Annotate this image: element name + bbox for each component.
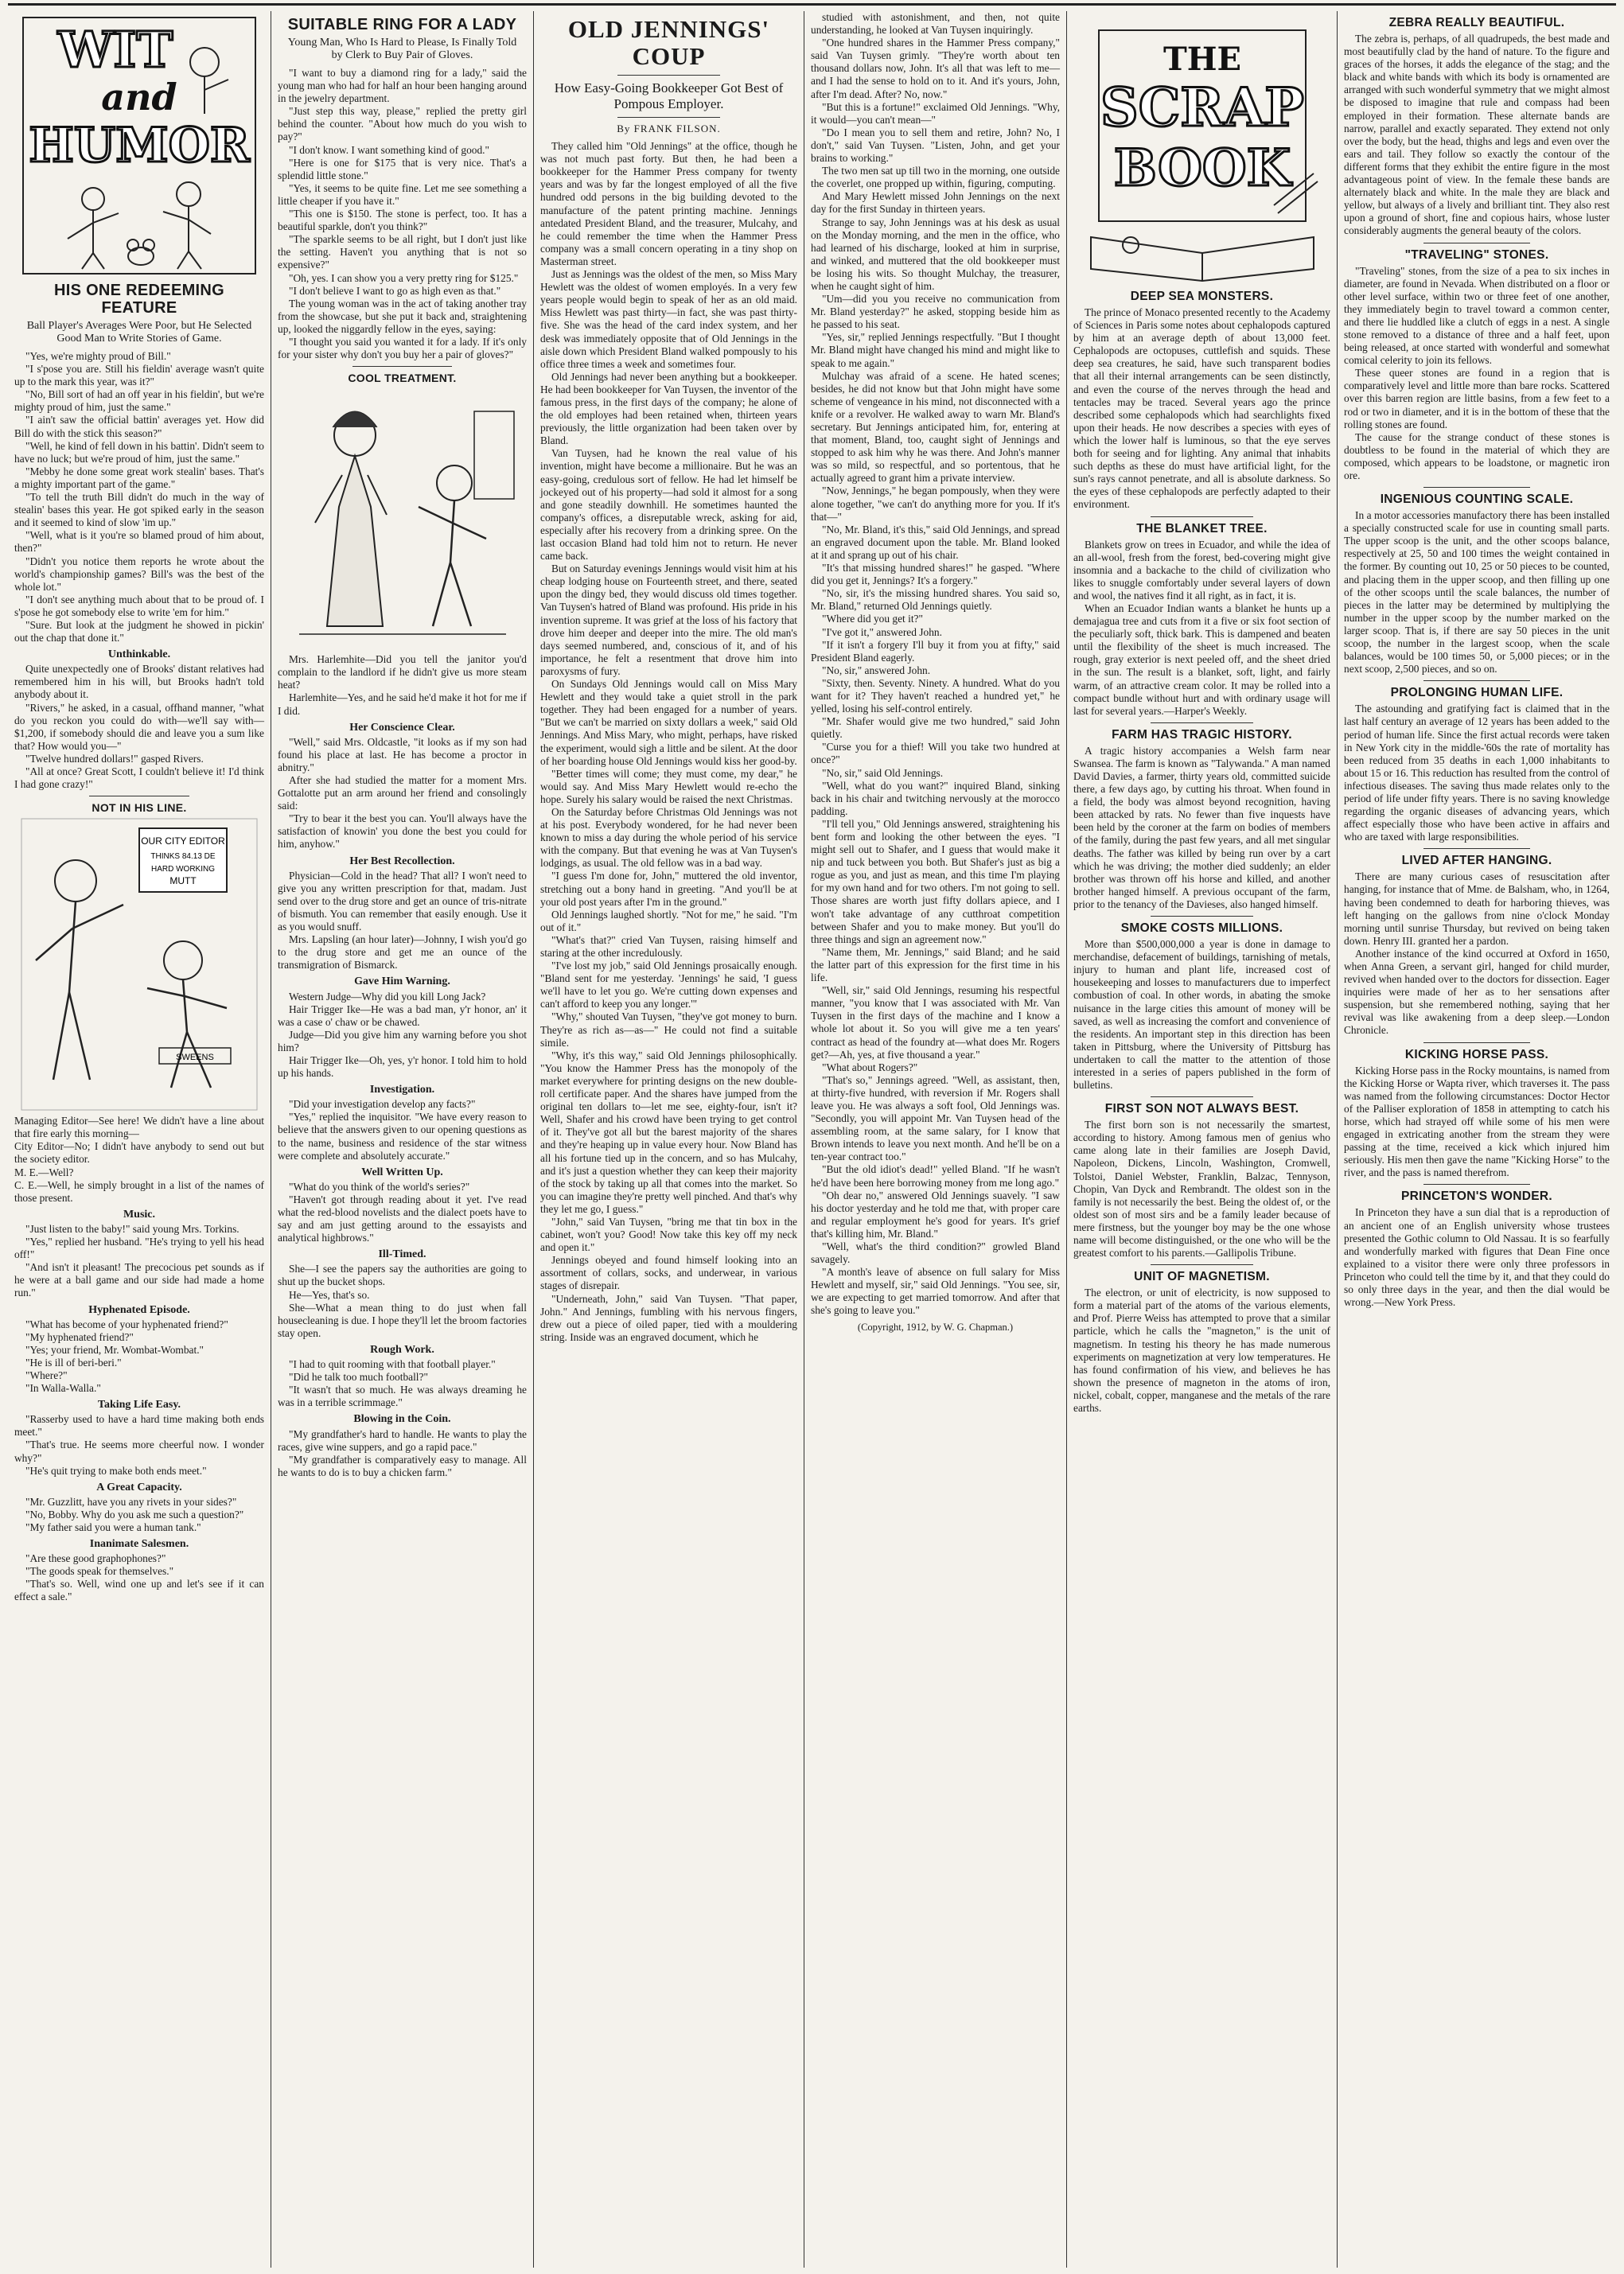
paragraph: "Mebby he done some great work stealin' bases. That's a mighty important part of the game."	[14, 465, 264, 490]
paragraph: In a motor accessories manufactory there has been installed a specially constructed scale for use in counting small parts. The upper scoop is the unit, and the other scoops balance, respectively at 25, 50 and 100 times the weight contained in the former. By counting out 10, 25 or 50 pieces to be counted, and placing them in the upper scoop, and then filling up one of the other scoops until the scale balances, the number of pieces in the latter may be determined by multiplying the number in the upper scoop by the number marked on the larger scoop. That is, if there are say 50 pieces in the unit scoop, the number in the largest scoop, when the scale balances, would be 100 times 50, or 5,000 pieces; or in the next scoop, 2,500 pieces, and so on.	[1344, 509, 1610, 676]
paragraph: "That's so," Jennings agreed. "Well, as assistant, then, at thirty-five hundred, with reversion if Mr. Rogers shall leave you. He was always a soft fool, Old Jennings was. "Secondly, you will appoint Mr. Van Tuysen head of the assembling room, at the same salary, for I know that Brown intends to leave you next month. And he'll be on a ten-year contract too."	[811, 1073, 1060, 1163]
paragraph: "All at once? Great Scott, I couldn't believe it! I'd think I had gone crazy!"	[14, 765, 264, 791]
paragraph: "I want to buy a diamond ring for a lady," said the young man who had for half an hour been hanging around in the jewelry department.	[278, 67, 527, 105]
paragraph: "Why," shouted Van Tuysen, "they've got money to burn. They're as rich as—as—" He could not find a suitable simile.	[540, 1010, 797, 1049]
divider	[617, 75, 720, 76]
cartoon-sign-line-3: HARD WORKING	[151, 865, 215, 874]
subhead-investigation: Investigation.	[369, 1084, 435, 1096]
paragraph: "I've lost my job," said Old Jennings prosaically enough. "Bland sent for me yesterday. 'Jennings' he said, 'I guess we'll have to let you go. We're cutting down expenses and can't afford to keep you any longer.'"	[540, 960, 797, 1010]
paragraph: "I'll tell you," Old Jennings answered, straightening his bent form and looking the other between the eyes. "I might sell out to Shafer, and I guess that would make it nip and tuck between you both. But Shafer's just as big a rogue as you, and just as mean, and this time I'm playing for my own hand and for two others. I'm not going to sell. Those shares are worth just fifty dollars apiece, and I won't take advantage of any cutthroat competition between Shafer and you to make money. But you'll do three things and sign an agreement now."	[811, 817, 1060, 945]
headline-not-in-his-line: NOT IN HIS LINE.	[92, 801, 187, 815]
paragraph: "It wasn't that so much. He was always dreaming he was in a terrible scrimmage."	[278, 1384, 527, 1409]
paragraph: "Well, sir," said Old Jennings, resuming his respectful manner, "you know that I was associated with Mr. Van Tuysen in the first days of the machine and I know a whole lot about it. So you will give me a ten years' contract as head of the foundry at—what does Mr. Rogers get?—Ah, yes, at five thousand a year."	[811, 984, 1060, 1061]
divider	[1151, 916, 1253, 917]
headline-lived-after-hanging: LIVED AFTER HANGING.	[1401, 854, 1552, 868]
paragraph: "Try to bear it the best you can. You'll always have the satisfaction of knowin' you done the best you could for him, anyhow."	[278, 812, 527, 851]
subhead-blowing-coin: Blowing in the Coin.	[353, 1413, 451, 1426]
paragraph: "Here is one for $175 that is very nice. That's a splendid little stone."	[278, 156, 527, 181]
paragraph: "Well, he kind of fell down in his battin'. Didn't seem to have no luck; but we're proud of him, just the same."	[14, 439, 264, 465]
scrap-book-masthead-art	[1075, 14, 1330, 285]
paragraph: "Haven't got through reading about it yet. I've read what the red-blood novelists and the dialect poets have to say and am just getting around to the essayists and analytical highbrows."	[278, 1193, 527, 1244]
paragraph: Physician—Cold in the head? That all? I won't need to give you any written prescription for that, madam. Just send over to the drug store and get an ounce of tris-nitrate of bismuth. You can remember that easily enough. Use it as you would snuff.	[278, 869, 527, 933]
paragraph: "But the old idiot's dead!" yelled Bland. "If he wasn't he'd have been here borrowing money from me long ago."	[811, 1163, 1060, 1189]
paragraph: Jennings obeyed and found himself looking into an assortment of collars, socks, and underwear, in various stages of disrepair.	[540, 1254, 797, 1292]
paragraph: "No, Bill sort of had an off year in his fieldin', but we're mighty proud of him, just the same."	[14, 388, 264, 414]
headline-first-son: FIRST SON NOT ALWAYS BEST.	[1104, 1102, 1299, 1116]
paragraph: Quite unexpectedly one of Brooks' distant relatives had remembered him in his will, but Brooks hadn't told anybody about it.	[14, 663, 264, 701]
paragraph: Mulchay was afraid of a scene. He hated scenes; besides, he did not know but that John might have some scheme of vengeance in his mind, not disconnected with a knife or a revolver. He walked away to warn Mr. Bland's secretary. But Jennings anticipated him, for, entering at that moment, Bland, too, caught sight of Jennings and stopped to ask him why he was there. And John's manner was so mild, so respectful, and so portentous, that he actually agreed to grant him a private interview.	[811, 369, 1060, 485]
paragraph: "Yes," replied the inquisitor. "We have every reason to believe that the answers given to our opening questions as to the name, business and residence of the star witness were complete and absolutely accurate."	[278, 1111, 527, 1162]
paragraph: Judge—Did you give him any warning before you shot him?	[278, 1028, 527, 1053]
paragraph: "No, sir," answered John.	[822, 664, 931, 676]
cartoon-sign-line-1: OUR CITY EDITOR	[141, 835, 225, 847]
wit-and-humor-masthead-art	[20, 14, 259, 277]
column-story-part-2	[804, 11, 1066, 2268]
paragraph: The electron, or unit of electricity, is now supposed to form a material part of the atoms of the various elements, and Prof. Pierre Weiss has attempted to prove that a similar particle, which he calls the "magneton," is the unit of magnetism. In testing his theory he has made numerous experiments on magnetization at very low temperatures. He has found confirmation of his view, and believes he has shown the presence of magneton in the atoms of iron, nickel, cobalt, copper, manganese and the metals of the rare earths.	[1073, 1287, 1330, 1415]
paragraph: "Oh dear no," answered Old Jennings suavely. "I saw his doctor yesterday and he told me that, with proper care and regular employment he's good for years. It's grief that's killing him, Mr. Bland."	[811, 1189, 1060, 1240]
divider	[1423, 487, 1530, 488]
paragraph: Another instance of the kind occurred at Oxford in 1650, when Anna Green, a servant girl, hanged for child murder, revived when handed over to the doctors for dissection. Eager inquiries were made of her as to her sensations after suspension, but she remembered nothing, saying that her revival was like awakening from a deep sleep.—London Chronicle.	[1344, 947, 1610, 1037]
paragraph: "Well, what's the third condition?" growled Bland savagely.	[811, 1240, 1060, 1266]
subhead-music: Music.	[123, 1208, 156, 1221]
subhead-rough-work: Rough Work.	[370, 1343, 434, 1356]
cartoon-sign-line-2: THINKS 84.13 DE	[150, 852, 216, 862]
deck-redeeming-feature: Ball Player's Averages Were Poor, but He Selected Good Man to Write Stories of Game.	[26, 320, 252, 345]
divider	[1151, 516, 1253, 517]
column-miscellany	[1337, 11, 1616, 2268]
headline-zebra: ZEBRA REALLY BEAUTIFUL.	[1388, 16, 1565, 29]
subhead-ill-timed: Ill-Timed.	[378, 1248, 426, 1261]
divider	[352, 366, 452, 367]
paragraph: Blankets grow on trees in Ecuador, and while the idea of an all-wool, fresh from the forest, bed-covering might give insomnia and a backache to the child of civilization who likes to snuggle comfortably under several layers of down and wool, the natives find it all right, as in fact, it is.	[1073, 538, 1330, 602]
paragraph: "Sure. But look at the judgment he showed in pickin' out the chap that done it."	[14, 618, 264, 644]
paragraph: "Name them, Mr. Jennings," said Bland; and he said the latter part of this expression for the first time in his life.	[811, 945, 1060, 984]
paragraph: There are many curious cases of resuscitation after hanging, for instance that of Mme. de Balsham, who, in 1264, having been condemned to death for harboring thieves, was left hanging on the gallows from nine o'clock Monday morning until sunrise Thursday, but revived on being taken down. Henry III. granted her a pardon.	[1344, 870, 1610, 947]
paragraph: These queer stones are found in a region that is comparatively level and little more than bare rocks. Scattered over this barren region are little basins, from a few feet to a rod or two in diameter, and it is in the bottom of these that the rolling stones are found.	[1344, 367, 1610, 430]
cool-treatment-cartoon	[283, 387, 522, 650]
headline-prolonging-life: PROLONGING HUMAN LIFE.	[1390, 686, 1564, 700]
paragraph: studied with astonishment, and then, not quite understanding, he looked at Van Tuysen inquiringly.	[811, 11, 1060, 37]
headline-suitable-ring: SUITABLE RING FOR A LADY	[287, 16, 517, 33]
headline-counting-scale: INGENIOUS COUNTING SCALE.	[1380, 493, 1574, 507]
paragraph: "I don't believe I want to go as high even as that."	[289, 284, 501, 297]
paragraph: "I thought you said you wanted it for a lady. If it's only for your sister why don't you buy her a pair of gloves?"	[278, 335, 527, 361]
paragraph: "Yes, sir," replied Jennings respectfully. "But I thought Mr. Bland might have changed his mind and might like to speak to me again."	[811, 331, 1060, 369]
paragraph: "What do you think of the world's series?"	[289, 1180, 470, 1193]
divider	[1423, 1042, 1530, 1043]
paragraph: "No, Bobby. Why do you ask me such a question?"	[25, 1508, 244, 1521]
headline-traveling-stones: "TRAVELING" STONES.	[1404, 247, 1549, 262]
paragraph: City Editor—No; I didn't have anybody to send out but the society editor.	[14, 1140, 264, 1166]
divider	[1423, 680, 1530, 681]
paragraph: "I ain't saw the official battin' averages yet. How did Bill do with the stick this season?"	[14, 414, 264, 439]
headline-deep-sea-monsters: DEEP SEA MONSTERS.	[1130, 290, 1274, 303]
paragraph: And Mary Hewlett missed John Jennings on the next day for the first Sunday in thirteen years.	[811, 190, 1060, 216]
paragraph: "Yes, we're mighty proud of Bill."	[25, 350, 171, 362]
paragraph: Strange to say, John Jennings was at his desk as usual on the Monday morning, and the men in the office, who had learned of his discharge, looked at him in surprise, and winked, and muttered that the old bookkeeper must be losing his wits. So thought Mulchay, the treasurer, when he caught sight of him.	[811, 216, 1060, 292]
subhead-conscience: Her Conscience Clear.	[349, 721, 455, 734]
scrapbook-word-1: THE	[1163, 41, 1241, 78]
masthead-word-3: HUMOR	[29, 118, 250, 173]
paragraph: "Sixty, then. Seventy. Ninety. A hundred. What do you want for it? They haven't reached a hundred yet," he yelled, losing his self-control entirely.	[811, 676, 1060, 715]
paragraph: The prince of Monaco presented recently to the Academy of Sciences in Paris some notes about cephalopods captured by him at an average depth of about 13,000 feet. Cephalopods are octopuses, cuttlefish and squids. These deep sea creatures, he said, have such transparent bodies that all their internal arrangements can be seen distinctly, and even the course of the nerves through the head and tentacles may be traced. Several years ago the prince described some cephalopods which had searchlights fixed upon their heads. He now describes a species with eyes of which the lower half is luminous, so that the eye serves both for seeing and for lighting. Any animal that inhabits such depths as these do must have artificial light, for the sun's rays cannot penetrate, and all is absolute darkness. So the eyes of these cephalopods are perfectly adapted to their environment.	[1073, 306, 1330, 511]
deck-suitable-ring: Young Man, Who Is Hard to Please, Is Finally Told by Clerk to Buy Pair of Gloves.	[287, 37, 517, 61]
paragraph: Mrs. Lapsling (an hour later)—Johnny, I wish you'd go to the drug store and get me an ounce of the transmigration of Bismarck.	[278, 933, 527, 972]
paragraph: "In Walla-Walla."	[25, 1382, 101, 1395]
paragraph: "No, Mr. Bland, it's this," said Old Jennings, and spread an engraved document upon the table. Mr. Bland looked at it and sprang up out of his chair.	[811, 523, 1060, 561]
headline-cool-treatment: COOL TREATMENT.	[348, 372, 457, 385]
divider	[1151, 722, 1253, 723]
subhead-hyphenated-episode: Hyphenated Episode.	[88, 1303, 190, 1316]
masthead-word-1: WIT	[57, 21, 173, 79]
paragraph: "Mr. Shafer would give me two hundred," said John quietly.	[811, 715, 1060, 741]
paragraph: The zebra is, perhaps, of all quadrupeds, the best made and most beautifully clad by the hand of nature. To the figure and graces of the horses, it adds the elegance of the stag; and the black and white bands with which its body is ornamented are arranged with such wonderful symmetry that we might almost be disposed to imagine that rule and compass had been employed in their formation. These alternate bands are narrow, parallel and exactly separated. They extend not only over the body, but the head, thighs and legs and even over the ears and tail. They follow so exactly the contour of the different forms that they exhibit the entire figure in the most advantageous point of view. In the female these bands are alternately black and white. In the male they are black and yellow, but always of a lively and brilliant tint. They also rest upon a ground of short, fine and copious hairs, whose luster considerably augments the general beauty of the colors.	[1344, 33, 1610, 237]
paragraph: The cause for the strange conduct of these stones is doubtless to be found in the material of which they are composed, which appears to be loadstone, or magnetic iron ore.	[1344, 430, 1610, 481]
paragraph: "This one is $150. The stone is perfect, too. It has a beautiful sparkle, don't you think?"	[278, 208, 527, 233]
paragraph: But on Saturday evenings Jennings would visit him at his cheap lodging house on Fourteenth street, and there, seated upon the dingy bed, they would discuss old times together. Van Tuysen's hatred of Bland was profound. His pride in his invention supreme. It was grief at the loss of his factory that drove him deeper and deeper into the mire. The old man's days seemed numbered, and, conscious of it, and of his importance, he felt a resentment that drove him into paroxysms of fury.	[540, 563, 797, 677]
headline-tragic-farm: FARM HAS TRAGIC HISTORY.	[1112, 727, 1292, 742]
paragraph: "Better times will come; they must come, my dear," he would say. And Miss Mary Hewlett would re-echo the hope. Surely his salary would be raised the next Christmas.	[540, 767, 797, 805]
paragraph: On the Saturday before Christmas Old Jennings was not at his post. Everybody wondered, for he had never been known to miss a day during the whole period of his service with the company. But that evening he was at Van Tuysen's lodgings, as usual. The old fellow was in a bad way.	[540, 805, 797, 870]
paragraph: "Now, Jennings," he began pompously, when they were alone together, "we can't do anything more for you. If it's that—"	[811, 485, 1060, 523]
paragraph: "Do I mean you to sell them and retire, John? No, I don't," said Van Tuysen. "Listen, John, and get your brains to working."	[811, 126, 1060, 165]
scrapbook-word-3: BOOK	[1113, 138, 1291, 198]
subhead-great-capacity: A Great Capacity.	[96, 1481, 182, 1493]
divider	[1151, 1264, 1253, 1265]
subhead-taking-life-easy: Taking Life Easy.	[97, 1399, 181, 1412]
paragraph: "It's that missing hundred shares!" he gasped. "Where did you get it, Jennings? It's a forgery."	[811, 562, 1060, 587]
paragraph: Kicking Horse pass in the Rocky mountains, is named from the Kicking Horse or Wapta river, which traverses it. The pass was named from the following circumstances: Doctor Hector of the Palliser exploration of 1858 in attempting to catch his horse, which had strayed off while some of his men were engaged in extricating another from the stream they were passing at the time, received a kick which injured him seriously. His men then gave the name "Kicking Horse" to the river, and the pass is named therefrom.	[1344, 1064, 1610, 1179]
column-wit-and-humor	[8, 11, 271, 2268]
paragraph: "Well," said Mrs. Oldcastle, "it looks as if my son had found his place at last. He has become a proctor in abnitry."	[278, 735, 527, 773]
column-humor-shorts	[271, 11, 533, 2268]
paragraph: "Twelve hundred dollars!" gasped Rivers.	[25, 752, 204, 765]
headline-redeeming-feature: HIS ONE REDEEMING FEATURE	[53, 282, 225, 317]
paragraph: "What's that?" cried Van Tuysen, raising himself and staring at the other incredulously.	[540, 933, 797, 959]
top-rule	[8, 3, 1616, 6]
paragraph: "Just step this way, please," replied the pretty girl behind the counter. "About how much do you wish to pay?"	[278, 105, 527, 143]
paragraph: "That's true. He seems more cheerful now. I wonder why?"	[14, 1439, 264, 1464]
paragraph: Harlemhite—Yes, and he said he'd make it hot for me if I did.	[278, 691, 527, 717]
paragraph: She—I see the papers say the authorities are going to shut up the bucket shops.	[278, 1263, 527, 1288]
paragraph: "Rasserby used to have a hard time making both ends meet."	[14, 1413, 264, 1439]
paragraph: "Where?"	[25, 1369, 68, 1381]
paragraph: "My father said you were a human tank."	[25, 1521, 201, 1533]
paragraph: "Rivers," he asked, in a casual, offhand manner, "what do you reckon you could do with—we'll say with—$1,200, if somebody should die and leave you a sum like that? How would you—"	[14, 701, 264, 752]
paragraph: Just as Jennings was the oldest of the men, so Miss Mary Hewlett was the oldest of women employés. In a very few years people would begin to speak of her as an old maid. Miss Hewlett was past thirty—in fact, she was past thirty-five. She was the head of the card index system, and her desk was immediately opposite that of Old Jennings in the aisle down which President Bland walked pompously to his office three times a week and sometimes four.	[540, 268, 797, 370]
paragraph: "One hundred shares in the Hammer Press company," said Van Tuysen grimly. "They're worth about ten thousand dollars now, John. It's all that was left to me—and I had the sense to hold on to it. And it's yours, John, after I'm dead. After? No, now."	[811, 37, 1060, 100]
paragraph: "Yes, it seems to be quite fine. Let me see something a little cheaper if you have it."	[278, 181, 527, 207]
headline-blanket-tree: THE BLANKET TREE.	[1136, 521, 1268, 535]
story-byline: By FRANK FILSON.	[617, 123, 721, 134]
paragraph: After she had studied the matter for a moment Mrs. Gottalotte put an arm around her friend and consolingly said:	[278, 774, 527, 812]
paragraph: Van Tuysen, had he known the real value of his invention, might have become a millionaire. But he was an easy-going, credulous sort of fellow. He had let himself be jockeyed out of his property—had sold it almost for a song and gone steadily downhill. He sometimes haunted the company's offices, a disreputable wreck, asking for aid, especially after his recovery from a drinking spree. On the last occasion Bland had told him not to return. He never came back.	[540, 447, 797, 563]
paragraph: "That's so. Well, wind one up and let's see if it can effect a sale."	[14, 1578, 264, 1603]
paragraph: "And isn't it pleasant! The precocious pet sounds as if he were at a ball game and our side had made a home run."	[14, 1261, 264, 1299]
paragraph: "The sparkle seems to be all right, but I don't just like the setting. Haven't you anything that is not so expensive?"	[278, 233, 527, 271]
story-deck: How Easy-Going Bookkeeper Got Best of Pompous Employer.	[554, 80, 784, 111]
paragraph: "But this is a fortune!" exclaimed Old Jennings. "Why, it would—you can't mean—"	[811, 100, 1060, 126]
divider	[1423, 1184, 1530, 1185]
paragraph: "Are these good graphophones?"	[25, 1552, 166, 1565]
subhead-well-written: Well Written Up.	[361, 1166, 443, 1178]
subhead-recollection: Her Best Recollection.	[349, 855, 455, 867]
paragraph: "My grandfather is comparatively easy to manage. All he wants to do is to buy a chicken farm."	[278, 1453, 527, 1478]
column-scrap-book	[1066, 11, 1337, 2268]
paragraph: Old Jennings had never been anything but a bookkeeper. He had been bookkeeper for Van Tuysen, the inventor of the famous press, in the first days of the company; he alone of the old employes had been retained when, thirteen years previously, the little organization had been taken over by Bland.	[540, 370, 797, 447]
headline-princetons-wonder: PRINCETON'S WONDER.	[1401, 1190, 1552, 1204]
paragraph: "He's quit trying to make both ends meet."	[25, 1464, 207, 1477]
paragraph: Managing Editor—See here! We didn't have a line about that fire early this morning—	[14, 1115, 264, 1140]
subhead-unthinkable: Unthinkable.	[107, 648, 171, 661]
paragraph: "Why, it's this way," said Old Jennings philosophically. "You know the Hammer Press has the monopoly of the market everywhere for printing designs on the new double-roll certificate paper. And the shares have jumped from the original ten dollars to—let me see, eighty-four, isn't it? Well, Shafer and his crowd have been trying to get control of it. They've got all but the barest majority of the shares and they're heaping up in value every hour. Now Bland has all his fortune tied up in the concern, and so has Mulcahy, and it's just a question whether they can keep their majority of the stock by taking up all that comes into the market. So you can imagine they're pretty well pinched. And that's why they let me go, I guess."	[540, 1049, 797, 1215]
city-editor-cartoon	[20, 817, 259, 1112]
paragraph: "Did your investigation develop any facts?"	[289, 1098, 476, 1111]
paragraph: The astounding and gratifying fact is claimed that in the last half century an average of 12 years has been added to the period of human life. Since the first actual records were taken in New York city in the middle-'60s the rate of mortality has been reduced from 35 deaths in each 1,000 inhabitants to about 15 or 16. This reduction has resulted from the control of infectious diseases. The saving thus made relates only to the period of life under fifty years. There is no saving knowledge regarding the organic diseases of advancing years, which affect especially those who have been active in affairs and who are taxed with large responsibilities.	[1344, 703, 1610, 843]
story-title: OLD JENNINGS' COUP	[567, 15, 770, 70]
paragraph: "John," said Van Tuysen, "bring me that tin box in the cabinet, won't you? Good! Now take this key off my neck and open it."	[540, 1215, 797, 1254]
paragraph: Hair Trigger Ike—He was a bad man, y'r honor, an' it was a case o' chaw or be chawed.	[278, 1003, 527, 1028]
divider	[1423, 848, 1530, 849]
copyright-line: (Copyright, 1912, by W. G. Chapman.)	[857, 1321, 1014, 1333]
paragraph: "No, sir, it's the missing hundred shares. You said so, Mr. Bland," returned Old Jennings quietly.	[811, 587, 1060, 613]
paragraph: "He is ill of beri-beri."	[25, 1356, 122, 1369]
paragraph: "Mr. Guzzlitt, have you any rivets in your sides?"	[25, 1495, 237, 1508]
paragraph: C. E.—Well, he simply brought in a list of the names of those present.	[14, 1178, 264, 1204]
cartoon-desk-label: SWEENS	[176, 1053, 214, 1063]
paragraph: The young woman was in the act of taking another tray from the showcase, but she put it back and, straightening up, looked the niggardly fellow in the eyes, saying:	[278, 297, 527, 335]
paragraph: "Well, what is it you're so blamed proud of him about, then?"	[14, 529, 264, 555]
paragraph: A tragic history accompanies a Welsh farm near Swansea. The farm is known as "Talywanda." A man named David Davies, a farmer, thirty years old, committed suicide there, a few days ago, by cutting his throat. When found in a field, the body was almost beyond recognition, having been attacked by rats. No fewer than five inquests have been held by the coroner at the farm on bodies of members of the family, during the past few years, and all met singular deaths. The father was killed by being run over by a cart which he was driving; the mother died suddenly; an elder brother was thrown off his horse and killed, and another brother hanged himself. A previous occupant of the farm, prior to the tenancy of the Davieses, also hanged himself.	[1073, 744, 1330, 910]
paragraph: On Sundays Old Jennings would call on Miss Mary Hewlett and they would take a quiet stroll in the park together. They had been engaged for a number of years. "But we can't be married on sixty dollars a week," said Old Jennings. And Miss Mary, who might, perhaps, have risked the experiment, would sigh a little and be silent. At the door of her boarding house Old Jennings would kiss her good-by.	[540, 678, 797, 767]
subhead-warning: Gave Him Warning.	[354, 975, 450, 988]
paragraph: "I had to quit rooming with that football player."	[289, 1358, 496, 1371]
paragraph: "Didn't you notice them reports he wrote about the world's championship games? Bill's was the best of the whole lot."	[14, 555, 264, 593]
paragraph: "My grandfather's hard to handle. He wants to play the races, give wine suppers, and go a rapid pace."	[278, 1427, 527, 1453]
paragraph: She—What a mean thing to do just when fall housecleaning is due. I hope they'll let the broom factories stay open.	[278, 1301, 527, 1339]
paragraph: "No, sir," said Old Jennings.	[822, 766, 944, 779]
paragraph: "Yes," replied her husband. "He's trying to yell his head off!"	[14, 1236, 264, 1261]
paragraph: "I don't know. I want something kind of good."	[289, 143, 489, 156]
paragraph: "Curse you for a thief! Will you take two hundred at once?"	[811, 741, 1060, 766]
paragraph: "Oh, yes. I can show you a very pretty ring for $125."	[289, 271, 519, 284]
divider	[1151, 1096, 1253, 1097]
paragraph: "What has become of your hyphenated friend?"	[25, 1318, 228, 1330]
paragraph: Western Judge—Why did you kill Long Jack?	[289, 990, 486, 1003]
paragraph: "Underneath, John," said Van Tuysen. "That paper, John." And Jennings, fumbling with his nervous fingers, drew out a piece of oiled paper, tied with a mouldering string. Inside was an engraved document, which he	[540, 1292, 797, 1343]
paragraph: M. E.—Well?	[14, 1166, 74, 1178]
paragraph: "Traveling" stones, from the size of a pea to six inches in diameter, are found in Nevada. When distributed on a floor or other level surface, within two or three feet of one another, they immediately begin to travel toward a common center, and there lie huddled like a clutch of eggs in a nest. A single stone removed to a distance of three and a half feet, upon being released, at once started with wonderful and somewhat comical celerity to join its fellows.	[1344, 264, 1610, 367]
paragraph: "Just listen to the baby!" said young Mrs. Torkins.	[25, 1222, 240, 1235]
paragraph: The two men sat up till two in the morning, one outside the coverlet, one propped up within, figuring, computing.	[811, 165, 1060, 190]
divider	[617, 117, 720, 118]
paragraph: More than $500,000,000 a year is done in damage to merchandise, defacement of buildings, tarnishing of metals, injury to human and plant life, increased cost of housekeeping and losses to manufacturers due to imperfect combustion of coal. In other words, in abating the smoke nuisance in the large cities this amount of money will be saved, as well as increasing the comfort and convenience of the residents. An important step in this direction has been taken in Pittsburg, where the University of Pittsburg has undertaken to call the matter to the attention of those interested in a series of papers published in the form of bulletins.	[1073, 938, 1330, 1092]
headline-unit-of-magnetism: UNIT OF MAGNETISM.	[1134, 1270, 1270, 1284]
headline-smoke-costs: SMOKE COSTS MILLIONS.	[1120, 921, 1283, 936]
paragraph: "Yes; your friend, Mr. Wombat-Wombat."	[25, 1343, 204, 1356]
paragraph: They called him "Old Jennings" at the office, though he was not much past forty. But then, he had been a bookkeeper for the Hammer Press company for twenty years and was by far the longest employed of all the five hundred odd persons in the big building devoted to the manufacture of the patent printing machine. Jennings antedated President Bland, and the treasurer, Mulcahy, and he could remember the time when the Hammer Press company was a small concern operating in a tiny shop on Masterman street.	[540, 140, 797, 267]
paragraph: Old Jennings laughed shortly. "Not for me," he said. "I'm out of it."	[540, 908, 797, 933]
paragraph: "My hyphenated friend?"	[25, 1330, 134, 1343]
paragraph: The first born son is not necessarily the smartest, according to history. Among famous men of genius who came along late in their families are Joseph David, Napoleon, Dickens, Lincoln, Washington, Cromwell, Tolstoi, Daniel Webster, Franklin, Balzac, Tennyson, Chopin, Van Dyck and Rembrandt. The oldest son in the family is not necessarily the best. Being the oldest of, or the oldest son of most sirs and be a family leader because of mere firstness, but the younger boy may be the one whose name will become distinguished, or the one who will be the greatest comfort to his parents.—Gallipolis Tribune.	[1073, 1119, 1330, 1260]
paragraph: "Did he talk too much football?"	[289, 1371, 428, 1384]
paragraph: "Um—did you you receive no communication from Mr. Bland yesterday?" he asked, stopping beside him as he passed to his seat.	[811, 293, 1060, 331]
column-story-part-1	[533, 11, 804, 2268]
paragraph: He—Yes, that's so.	[289, 1288, 370, 1301]
paragraph: "What about Rogers?"	[822, 1061, 918, 1073]
paragraph: When an Ecuador Indian wants a blanket he hunts up a demajagua tree and cuts from it a five or six foot section of the peculiarly soft, thick bark. This is dampened and beaten until the flexibility of the sheet is much increased. The rough, gray exterior is next peeled off, and the sheet dried in the sun. The result is a blanket, soft, light, and fairly warm, of an attractive cream color. It may be rolled into a compact bundle without hurt and with ordinary usage will last for several years.—Harper's Weekly.	[1073, 602, 1330, 717]
paragraph: "I don't see anything much about that to be proud of. I s'pose he got somebody else to write 'em for him."	[14, 593, 264, 618]
paragraph: "A month's leave of absence on full salary for Miss Hewlett and myself, sir," said Old Jennings. "You see, sir, we are expecting to get married tomorrow. And after that she's going to leave you."	[811, 1266, 1060, 1317]
scrapbook-word-2: SCRAP	[1100, 76, 1304, 138]
paragraph: In Princeton they have a sun dial that is a reproduction of an ancient one of an English university whose trustees presented the Gothic column to Old Nassau. It is so fearfully and wonderfully marked with figures that Dean Fine once explained to a visitor there were only three professors in Princeton who could tell the time by it, and that they could do so only three days in the year, and then the dial would be wrong.—New York Press.	[1344, 1206, 1610, 1309]
paragraph: "I guess I'm done for, John," muttered the old inventor, stretching out a bony hand in greeting. "And you'll be at your old post years after I'm in the ground."	[540, 870, 797, 908]
paragraph: "The goods speak for themselves."	[25, 1565, 174, 1578]
masthead-word-2: and	[101, 76, 177, 119]
cartoon-sign-line-4: MUTT	[169, 875, 197, 887]
paragraph: "If it isn't a forgery I'll buy it from you at fifty," said President Bland eagerly.	[811, 638, 1060, 664]
paragraph: "To tell the truth Bill didn't do much in the way of stealin' bases this year. He got spiked early in the season and it seemed to kind of slow 'im up."	[14, 491, 264, 529]
paragraph: Hair Trigger Ike—Oh, yes, y'r honor. I told him to hold up his hands.	[278, 1053, 527, 1080]
paragraph: "Where did you get it?"	[822, 613, 923, 625]
paragraph: "Well, what do you want?" inquired Bland, sinking back in his chair and twitching nervously at the morocco padding.	[811, 779, 1060, 817]
paragraph: "I s'pose you are. Still his fieldin' average wasn't quite up to the mark this year, was it?"	[14, 363, 264, 388]
headline-kicking-horse-pass: KICKING HORSE PASS.	[1404, 1047, 1549, 1061]
paragraph: Mrs. Harlemhite—Did you tell the janitor you'd complain to the landlord if he didn't give us more steam heat?	[278, 653, 527, 691]
subhead-inanimate-salesmen: Inanimate Salesmen.	[89, 1538, 189, 1551]
paragraph: "I've got it," answered John.	[822, 625, 942, 638]
